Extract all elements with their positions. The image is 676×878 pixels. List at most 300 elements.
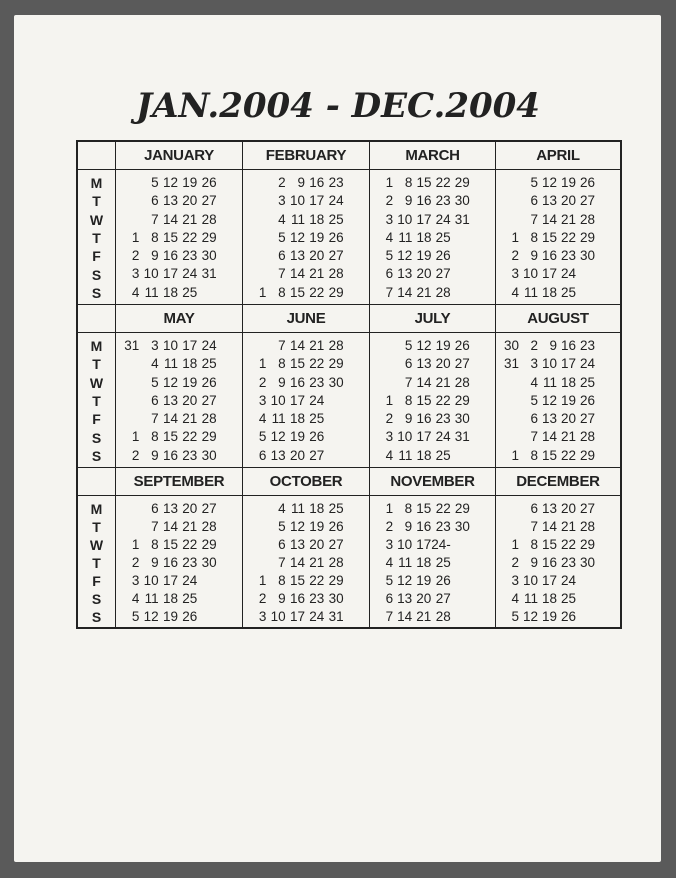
date-number: 5	[385, 248, 394, 264]
date-number: 14	[162, 411, 178, 427]
date-number: 16	[416, 193, 432, 209]
date-number: 12	[289, 229, 305, 245]
empty-date	[344, 265, 363, 283]
empty-date	[217, 410, 236, 428]
weekday-label: W	[89, 211, 104, 228]
date-number: 11	[271, 411, 286, 427]
date-number: 16	[541, 248, 557, 264]
date-number: 30	[201, 248, 217, 264]
weekday-label: F	[92, 573, 101, 589]
weekday-label: M	[90, 501, 103, 517]
date-number: 23	[435, 519, 451, 534]
date-number: 9	[151, 248, 159, 264]
date-number: 5	[385, 573, 394, 588]
month-dates	[370, 496, 496, 627]
date-number: 3	[385, 537, 394, 552]
date-number: 29	[454, 175, 470, 190]
date-number: 27	[309, 447, 325, 463]
date-number: 22	[309, 284, 325, 300]
empty-date	[451, 554, 470, 572]
date-number: 20	[560, 501, 576, 516]
empty-date	[247, 192, 266, 210]
date-number: 25	[328, 501, 344, 516]
date-number: 15	[162, 537, 178, 552]
date-number: 5	[151, 374, 159, 390]
weekday-label: S	[91, 609, 102, 625]
date-number: 2	[385, 193, 394, 209]
date-number: 17	[289, 392, 305, 408]
date-number: 26	[579, 175, 595, 190]
date-number: 2	[385, 519, 394, 534]
date-number: 26	[309, 429, 325, 445]
date-number: 22	[435, 392, 451, 408]
date-number: 24-	[431, 537, 451, 552]
date-number: 15	[416, 175, 432, 190]
date-number: 30	[454, 411, 470, 427]
empty-date	[576, 572, 595, 590]
weekday-label: S	[91, 429, 102, 446]
date-number: 6	[278, 537, 286, 552]
date-number: 23	[435, 411, 451, 427]
empty-date	[120, 392, 139, 410]
empty-date	[217, 536, 236, 554]
date-number: 17	[309, 193, 325, 209]
empty-date	[217, 211, 236, 229]
date-number: 20	[289, 447, 305, 463]
date-number: 28	[201, 411, 217, 427]
empty-date	[595, 284, 614, 302]
date-number: 4	[151, 356, 159, 372]
month-name: AUGUST	[496, 305, 620, 333]
month-name: MARCH	[370, 142, 496, 170]
date-number: 24	[435, 211, 451, 227]
date-number: 23	[579, 338, 595, 353]
date-number: 12	[541, 392, 557, 408]
empty-date	[344, 247, 363, 265]
date-number: 15	[289, 284, 305, 300]
weekday-label: S	[91, 591, 102, 607]
empty-date	[595, 174, 614, 192]
date-number: 13	[162, 392, 178, 408]
date-number: 3	[385, 429, 394, 445]
date-number: 3	[511, 573, 519, 588]
date-number: 5	[278, 229, 286, 245]
empty-date	[576, 590, 595, 608]
date-number: 26	[201, 374, 217, 390]
date-number: 11	[144, 591, 159, 606]
empty-date	[470, 247, 489, 265]
empty-date	[470, 608, 489, 626]
date-number: 28	[454, 374, 470, 390]
date-number: 21	[182, 519, 198, 534]
date-number: 15	[162, 229, 178, 245]
date-number: 9	[278, 374, 286, 390]
date-number: 30	[201, 555, 217, 570]
date-number: 9	[404, 193, 413, 209]
date-number: 7	[278, 338, 286, 353]
empty-date	[576, 608, 595, 626]
date-number: 16	[560, 338, 576, 353]
date-number: 15	[162, 429, 178, 445]
date-number: 20	[182, 392, 198, 408]
date-number: 5	[278, 519, 286, 534]
date-number: 12	[143, 609, 159, 624]
date-number: 26	[435, 248, 451, 264]
date-number: 2	[131, 248, 140, 264]
empty-date	[595, 247, 614, 265]
date-number: 30	[454, 519, 470, 534]
date-number: 21	[182, 411, 198, 427]
empty-date	[217, 229, 236, 247]
date-number: 27	[454, 356, 470, 372]
empty-date	[344, 284, 363, 302]
date-number: 27	[328, 537, 344, 552]
empty-date	[324, 428, 343, 446]
empty-date	[120, 192, 139, 210]
date-number: 2	[530, 338, 538, 353]
date-number: 18	[162, 591, 178, 606]
date-number: 15	[541, 537, 557, 552]
date-number: 8	[530, 537, 538, 552]
date-number: 20	[560, 193, 576, 209]
empty-date	[217, 500, 236, 518]
date-number: 26	[454, 338, 470, 353]
weekday-label: F	[92, 248, 101, 265]
date-number: 25	[328, 211, 344, 227]
empty-date	[470, 284, 489, 302]
date-number: 8	[278, 356, 286, 372]
date-number: 29	[579, 537, 595, 552]
date-number: 13	[289, 537, 305, 552]
weekday-label: T	[92, 356, 101, 373]
date-number: 19	[416, 248, 432, 264]
empty-date	[247, 229, 266, 247]
date-number: 5	[258, 429, 267, 445]
date-number: 27	[579, 193, 595, 209]
date-number: 3	[258, 609, 267, 624]
empty-date	[344, 410, 363, 428]
month-name: OCTOBER	[243, 468, 370, 496]
date-number: 28	[328, 266, 344, 282]
weekday-label: M	[90, 175, 103, 191]
empty-date	[197, 590, 216, 608]
date-number: 8	[278, 573, 286, 588]
date-number: 15	[541, 229, 557, 245]
date-number: 24	[560, 266, 576, 282]
date-number: 10	[270, 392, 286, 408]
empty-date	[470, 536, 489, 554]
empty-date	[217, 518, 236, 536]
empty-date	[217, 590, 236, 608]
date-number: 19	[309, 519, 325, 534]
date-number: 24	[435, 429, 451, 445]
date-number: 19	[289, 429, 305, 445]
date-number: 18	[162, 284, 178, 300]
empty-date	[500, 192, 519, 210]
date-number: 13	[162, 193, 178, 209]
date-number: 11	[398, 555, 413, 570]
date-number: 20	[182, 501, 198, 516]
empty-date	[217, 337, 236, 355]
date-number: 1	[385, 501, 394, 516]
date-number: 8	[404, 175, 413, 190]
date-number: 23	[182, 248, 198, 264]
empty-date	[470, 554, 489, 572]
date-number: 24	[328, 193, 344, 209]
date-number: 29	[201, 429, 217, 445]
month-dates	[370, 170, 496, 305]
empty-date	[344, 392, 363, 410]
empty-date	[595, 447, 614, 465]
month-name: JULY	[370, 305, 496, 333]
date-number: 26	[579, 392, 595, 408]
date-number: 15	[416, 392, 432, 408]
date-number: 5	[530, 392, 538, 408]
month-name: DECEMBER	[496, 468, 620, 496]
date-number: 25	[309, 411, 325, 427]
date-number: 2	[511, 248, 519, 264]
empty-date	[451, 447, 470, 465]
date-number: 2	[131, 555, 140, 570]
weekday-label: W	[89, 374, 104, 391]
date-number: 26	[201, 175, 217, 190]
date-number: 7	[530, 211, 538, 227]
empty-date	[500, 410, 519, 428]
date-number: 19	[162, 609, 178, 624]
date-number: 18	[309, 501, 325, 516]
date-number: 28	[201, 211, 217, 227]
date-number: 25	[435, 447, 451, 463]
date-number: 7	[530, 519, 538, 534]
date-number: 15	[416, 501, 432, 516]
date-number: 7	[151, 519, 159, 534]
month-dates	[243, 333, 370, 468]
date-number: 4	[511, 591, 519, 606]
date-number: 16	[416, 519, 432, 534]
date-number: 18	[541, 591, 557, 606]
empty-date	[470, 174, 489, 192]
empty-date	[576, 265, 595, 283]
date-number: 27	[435, 591, 451, 606]
date-number: 29	[579, 447, 595, 463]
date-number: 27	[328, 248, 344, 264]
empty-date	[451, 572, 470, 590]
date-number: 18	[309, 211, 325, 227]
date-number: 31	[201, 266, 217, 282]
month-dates	[496, 170, 620, 305]
date-number: 12	[270, 429, 286, 445]
date-number: 24	[182, 573, 198, 588]
empty-date	[470, 590, 489, 608]
date-number: 29	[454, 392, 470, 408]
empty-date	[451, 247, 470, 265]
empty-date	[500, 392, 519, 410]
empty-date	[344, 428, 363, 446]
empty-date	[470, 392, 489, 410]
date-number: 2	[511, 555, 519, 570]
empty-date	[595, 428, 614, 446]
date-number: 23	[309, 374, 325, 390]
date-number: 26	[560, 609, 576, 624]
empty-date	[595, 355, 614, 373]
empty-date	[324, 392, 343, 410]
empty-date	[247, 500, 266, 518]
date-number: 19	[182, 374, 198, 390]
date-number: 19	[416, 573, 432, 588]
date-number: 14	[289, 555, 305, 570]
month-name: APRIL	[496, 142, 620, 170]
date-number: 27	[579, 501, 595, 516]
date-number: 25	[182, 591, 198, 606]
date-number: 29	[201, 537, 217, 552]
date-number: 11	[290, 211, 305, 227]
date-number: 24	[309, 609, 325, 624]
date-number: 28	[579, 211, 595, 227]
date-number: 9	[297, 175, 305, 190]
date-number: 3	[530, 356, 538, 372]
date-number: 10	[397, 537, 413, 552]
date-number: 7	[385, 609, 394, 624]
date-number: 8	[151, 229, 159, 245]
date-number: 2	[258, 374, 267, 390]
empty-date	[451, 536, 470, 554]
date-number: 12	[541, 175, 557, 190]
date-number: 22	[560, 229, 576, 245]
date-number: 30	[328, 591, 344, 606]
month-name: MAY	[116, 305, 243, 333]
date-number: 7	[151, 211, 159, 227]
date-number: 18	[541, 284, 557, 300]
date-number: 10	[143, 266, 159, 282]
empty-date	[344, 536, 363, 554]
empty-date	[595, 500, 614, 518]
empty-date	[120, 211, 139, 229]
date-number: 3	[385, 211, 394, 227]
date-number: 14	[289, 266, 305, 282]
date-number: 22	[560, 447, 576, 463]
date-number: 17	[416, 537, 432, 552]
date-number: 18	[560, 374, 576, 390]
date-number: 14	[541, 211, 557, 227]
date-number: 14	[289, 338, 305, 353]
empty-date	[344, 518, 363, 536]
empty-date	[344, 374, 363, 392]
date-number: 18	[289, 411, 305, 427]
date-number: 12	[162, 374, 178, 390]
date-number: 6	[385, 591, 394, 606]
date-number: 3	[258, 392, 267, 408]
date-number: 30	[454, 193, 470, 209]
date-number: 22	[435, 175, 451, 190]
date-number: 21	[416, 284, 432, 300]
date-number: 17	[560, 356, 576, 372]
calendar-grid	[78, 142, 620, 627]
empty-date	[576, 284, 595, 302]
empty-date	[217, 247, 236, 265]
date-number: 31	[124, 338, 140, 353]
corner-cell	[78, 305, 116, 333]
date-number: 30	[579, 555, 595, 570]
empty-date	[451, 608, 470, 626]
date-number: 26	[435, 573, 451, 588]
date-number: 8	[530, 447, 538, 463]
date-number: 9	[404, 411, 413, 427]
date-number: 19	[182, 175, 198, 190]
empty-date	[374, 337, 393, 355]
date-number: 2	[278, 175, 286, 190]
date-number: 4	[278, 501, 286, 516]
date-number: 4	[385, 447, 394, 463]
date-number: 1	[385, 175, 394, 190]
date-number: 13	[541, 193, 557, 209]
date-number: 27	[201, 193, 217, 209]
date-number: 1	[511, 229, 519, 245]
date-number: 15	[289, 356, 305, 372]
weekday-label: S	[91, 447, 102, 464]
date-number: 12	[289, 519, 305, 534]
month-name: JANUARY	[116, 142, 243, 170]
date-number: 12	[397, 248, 413, 264]
date-number: 1	[385, 392, 394, 408]
date-number: 19	[560, 175, 576, 190]
empty-date	[595, 554, 614, 572]
date-number: 23	[182, 447, 198, 463]
date-number: 16	[162, 447, 178, 463]
date-number: 17	[416, 429, 432, 445]
date-number: 12	[162, 175, 178, 190]
date-number: 22	[309, 573, 325, 588]
empty-date	[451, 590, 470, 608]
date-number: 9	[404, 519, 413, 534]
date-number: 1	[258, 356, 267, 372]
date-number: 10	[270, 609, 286, 624]
empty-date	[344, 229, 363, 247]
date-number: 11	[163, 356, 178, 372]
date-number: 16	[541, 555, 557, 570]
date-number: 28	[201, 519, 217, 534]
date-number: 1	[511, 447, 519, 463]
empty-date	[217, 428, 236, 446]
date-number: 4	[385, 555, 394, 570]
empty-date	[217, 554, 236, 572]
date-number: 27	[579, 411, 595, 427]
date-number: 4	[258, 411, 267, 427]
date-number: 9	[151, 555, 159, 570]
corner-cell	[78, 142, 116, 170]
date-number: 31	[454, 211, 470, 227]
date-number: 14	[162, 211, 178, 227]
date-number: 13	[289, 248, 305, 264]
date-number: 18	[416, 447, 432, 463]
empty-date	[217, 284, 236, 302]
empty-date	[120, 518, 139, 536]
date-number: 21	[182, 211, 198, 227]
date-number: 26	[182, 609, 198, 624]
empty-date	[217, 174, 236, 192]
empty-date	[595, 590, 614, 608]
date-number: 11	[144, 284, 159, 300]
date-number: 10	[541, 356, 557, 372]
date-number: 23	[435, 193, 451, 209]
weekday-label: S	[91, 284, 102, 301]
empty-date	[324, 447, 343, 465]
date-number: 20	[435, 356, 451, 372]
date-number: 25	[560, 591, 576, 606]
empty-date	[120, 500, 139, 518]
date-number: 22	[182, 537, 198, 552]
date-number: 19	[541, 609, 557, 624]
date-number: 28	[435, 284, 451, 300]
